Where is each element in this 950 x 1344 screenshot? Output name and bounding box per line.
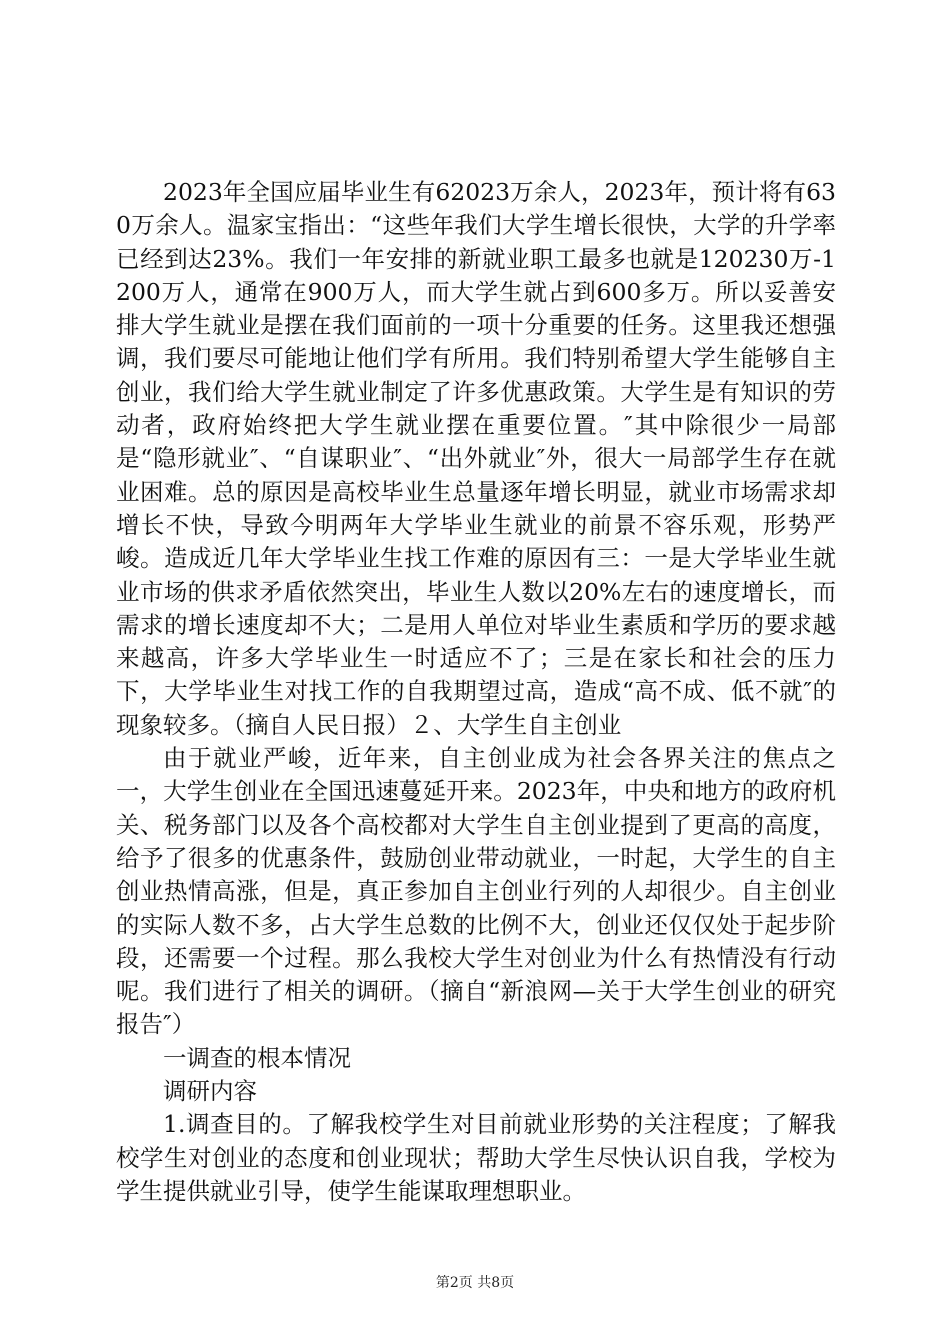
heading-survey-basics: 一调查的根本情况 <box>163 1043 351 1072</box>
paragraph-survey-purpose: 1.调查目的。了解我校学生对目前就业形势的关注程度；了解我校学生对创业的态度和创业现状；帮助大学生尽快认识自我，学校为学生提供就业引导，使学生能谋取理想职业。 <box>116 1110 836 1205</box>
heading-research-content: 调研内容 <box>163 1077 257 1106</box>
paragraph-employment-situation: 2023年全国应届毕业生有62023万余人，2023年，预计将有630万余人。温家宝指出：“这些年我们大学生增长很快，大学的升学率已经到达23%。我们一年安排的新就业职工最多也就是120230万-1200万人，通常在900万人，而大学生就占到600多万。所以妥善安排大学生就业是摆在我们面前的一项十分重要的任务。这里我还想强调，我们要尽可能地让他们学有所用。我们特别希望大学生能够自主创业，我们给大学生就业制定了许多优惠政策。大学生是有知识的劳动者，政府始终把大学生就业摆在重要位置。″其中除很少一局部是“隐形就业″、“自谋职业″、“出外就业″外，很大一局部学生存在就业困难。总的原因是高校毕业生总量逐年增长明显，就业市场需求却增长不快，导致今明两年大学毕业生就业的前景不容乐观，形势严峻。造成近几年大学毕业生找工作难的原因有三：一是大学毕业生就业市场的供求矛盾依然突出，毕业生人数以20%左右的速度增长，而需求的增长速度却不大；二是用人单位对毕业生素质和学历的要求越来越高，许多大学毕业生一时适应不了；三是在家长和社会的压力下，大学毕业生对找工作的自我期望过高，造成“高不成、低不就″的现象较多。（摘自人民日报）２、大学生自主创业 <box>116 178 836 739</box>
page-number-footer: 第2页 共8页 <box>435 1275 515 1291</box>
document-body <box>116 176 836 1208</box>
paragraph-self-employment: 由于就业严峻，近年来，自主创业成为社会各界关注的焦点之一，大学生创业在全国迅速蔓延开来。2023年，中央和地方的政府机关、税务部门以及各个高校都对大学生自主创业提到了更高的高度，给予了很多的优惠条件，鼓励创业带动就业，一时起，大学生的自主创业热情高涨，但是，真正参加自主创业行列的人却很少。自主创业的实际人数不多，占大学生总数的比例不大，创业还仅仅处于起步阶段，还需要一个过程。那么我校大学生对创业为什么有热情没有行动呢。我们进行了相关的调研。（摘自“新浪网—关于大学生创业的研究报告″） <box>116 744 836 1039</box>
